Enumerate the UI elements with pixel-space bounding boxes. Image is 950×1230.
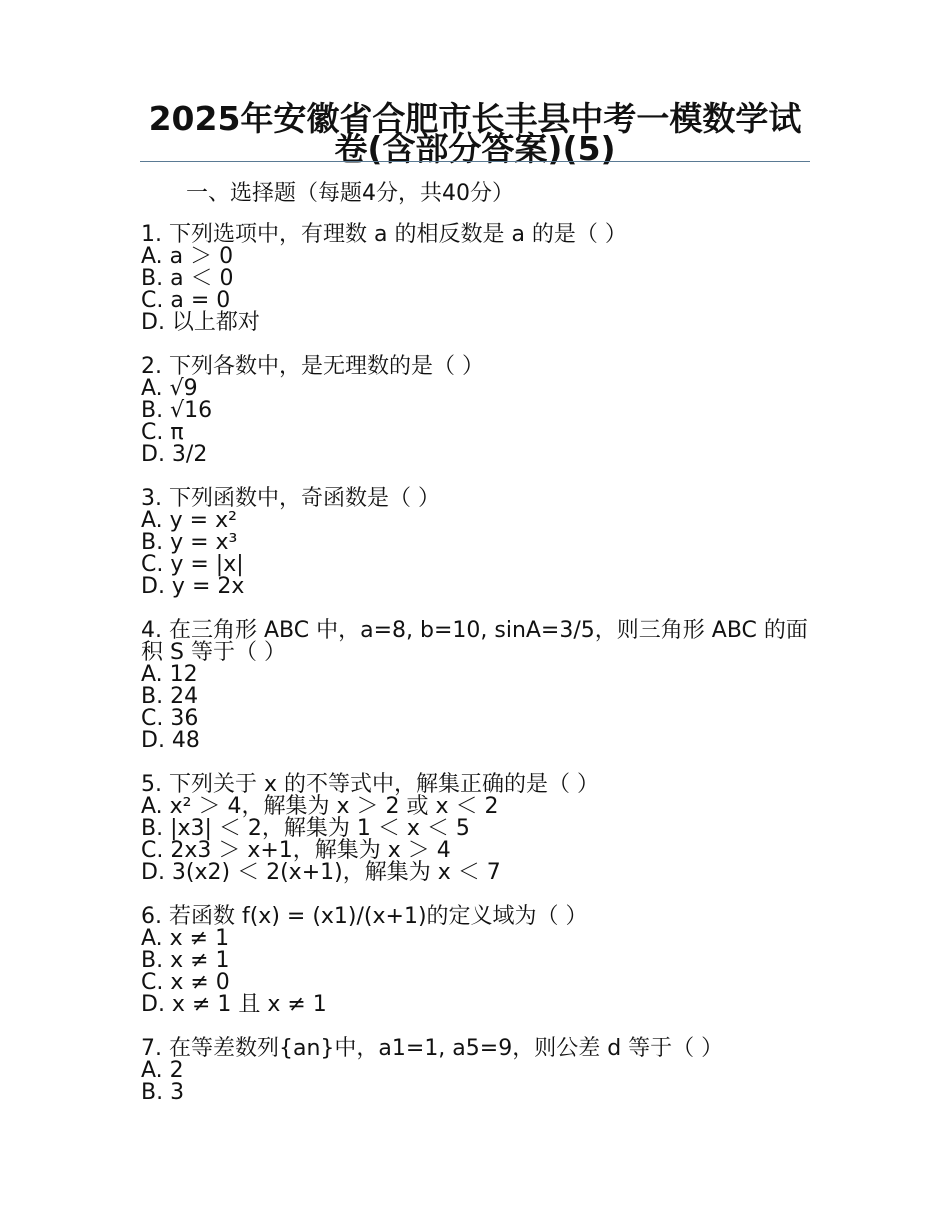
question-3 — [141, 488, 811, 598]
question-4 — [141, 620, 811, 752]
option-b: B. 24 — [141, 684, 199, 709]
option-b: B. y = x³ — [141, 530, 238, 555]
question-6 — [141, 906, 811, 1016]
option-c: C. π — [141, 420, 184, 445]
title-underline — [140, 161, 810, 162]
question-2 — [141, 356, 811, 466]
question-stem: 2. 下列各数中，是无理数的是（ ） — [141, 354, 484, 379]
option-d: D. 3(x2) ＜ 2(x+1)，解集为 x ＜ 7 — [141, 860, 501, 885]
option-d: D. y = 2x — [141, 574, 245, 599]
question-stem: 5. 下列关于 x 的不等式中，解集正确的是（ ） — [141, 772, 599, 797]
option-b: B. a ＜ 0 — [141, 266, 234, 291]
question-list — [141, 224, 811, 1126]
option-a: A. 12 — [141, 662, 198, 687]
option-a: A. x² ＞ 4，解集为 x ＞ 2 或 x ＜ 2 — [141, 794, 499, 819]
option-c: C. y = |x| — [141, 552, 244, 577]
option-c: C. a = 0 — [141, 288, 231, 313]
option-a: A. 2 — [141, 1058, 184, 1083]
option-c: C. 2x3 ＞ x+1，解集为 x ＞ 4 — [141, 838, 451, 863]
option-b: B. √16 — [141, 398, 213, 423]
option-d: D. 以上都对 — [141, 310, 260, 335]
option-c: C. 36 — [141, 706, 199, 731]
question-1 — [141, 224, 811, 334]
option-c: C. x ≠ 0 — [141, 970, 230, 995]
option-b: B. 3 — [141, 1080, 185, 1105]
question-stem: 3. 下列函数中，奇函数是（ ） — [141, 486, 440, 511]
option-b: B. |x3| ＜ 2，解集为 1 ＜ x ＜ 5 — [141, 816, 470, 841]
option-d: D. 48 — [141, 728, 200, 753]
question-7 — [141, 1038, 811, 1104]
option-d: D. 3/2 — [141, 442, 208, 467]
document-title: 2025年安徽省合肥市长丰县中考一模数学试卷(含部分答案)(5) — [148, 99, 802, 168]
option-b: B. x ≠ 1 — [141, 948, 230, 973]
option-a: A. √9 — [141, 376, 198, 401]
option-a: A. a ＞ 0 — [141, 244, 234, 269]
section-heading: 一、选择题（每题4分，共40分） — [186, 181, 514, 206]
question-stem: 7. 在等差数列{an}中，a1=1, a5=9，则公差 d 等于（ ） — [141, 1036, 724, 1061]
question-5 — [141, 774, 811, 884]
question-stem: 6. 若函数 f(x) = (x1)/(x+1)的定义域为（ ） — [141, 904, 588, 929]
option-a: A. x ≠ 1 — [141, 926, 230, 951]
option-d: D. x ≠ 1 且 x ≠ 1 — [141, 992, 327, 1017]
question-stem: 1. 下列选项中，有理数 a 的相反数是 a 的是（ ） — [141, 222, 627, 247]
question-stem: 4. 在三角形 ABC 中，a=8, b=10, sinA=3/5，则三角形 ABC 的面积 S 等于（ ） — [141, 618, 808, 665]
option-a: A. y = x² — [141, 508, 237, 533]
